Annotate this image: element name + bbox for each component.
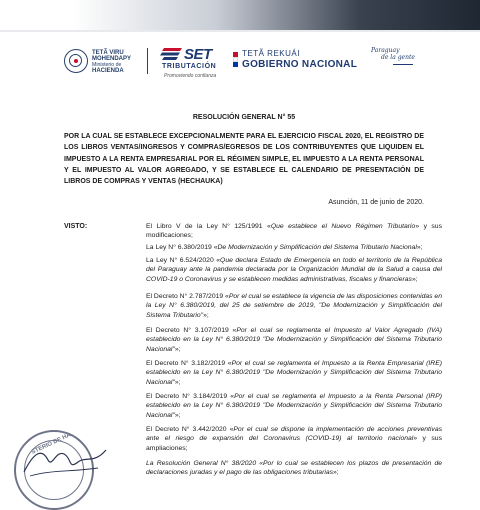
visto-paragraph: El Decreto N° 3.107/2019 «Por el cual se reglamenta el Impuesto al Valor Agregado (IVA) establecido en la Ley N° 6.380/2019 "De Modernización y Simplificación del Sistema Tributario Nacional"»;	[146, 327, 443, 353]
set-tagline: Promoviendo confianza	[164, 73, 217, 79]
visto-paragraph: La Ley N° 6.380/2019 «De Modernización y Simplificación del Sistema Tributario Nacional»;	[146, 244, 423, 251]
set-subtitle: TRIBUTACIÓN	[162, 63, 217, 70]
pgg-line1: Paraguay	[371, 47, 400, 54]
visto-paragraph: La Ley N° 6.524/2020 «Que declara Estado de Emergencia en todo el territorio de la República del Paraguay ante la pandemia declarada por la Organización Mundial de la Salud a causa del COVID-19 o Coronavirus y se establecen medidas administrativas, fiscales y financieras»;	[146, 257, 442, 283]
visto-paragraph: La Resolución General N° 38/2020 «Por lo cual se establecen los plazos de presentación de declaraciones juradas y el pago de las obligaciones tributarias»;	[146, 460, 442, 477]
set-logo	[152, 46, 222, 82]
header-banner	[0, 0, 480, 30]
visto-paragraph: El Decreto N° 2.787/2019 «Por el cual se establece la vigencia de las disposiciones contenidas en la Ley N° 6.380/2019, del 25 de setiembre de 2019, "De Modernización y Simplificación del Sistema Tributario"»;	[146, 293, 442, 319]
resolution-title: RESOLUCIÓN GENERAL N° 55	[192, 114, 296, 121]
stamp-text: STERIO DE HA	[30, 432, 72, 456]
visto-paragraph: El Decreto N° 3.442/2020 «Por el cual se dispone la implementación de acciones preventivas ante el riesgo de expansión del Coronavirus (COVID-19) al territorio nacional» y sus ampliaciones;	[146, 426, 442, 452]
visto-paragraph: El Decreto N° 3.184/2019 «Por el cual se reglamenta el Impuesto a la Renta Personal (IRP) establecido en la Ley N° 6.380/2019 "De Modernización y Simplificación del Sistema Tributario Nacional"»;	[146, 393, 442, 419]
flag-icon	[233, 52, 238, 66]
visto-label: VISTO:	[64, 223, 88, 230]
gobierno-line2: GOBIERNO NACIONAL	[242, 59, 358, 70]
visto-paragraph: El Decreto N° 3.182/2019 «Por el cual se reglamenta el Impuesto a la Renta Empresarial (IRE) establecido en la Ley N° 6.380/2019 "De Modernización y Simplificación del Sistema Tributario Nacional"»;	[146, 360, 442, 386]
paraguay-de-la-gente-logo	[371, 47, 417, 71]
visto-paragraph: El Libro V de la Ley N° 125/1991 «Que establece el Nuevo Régimen Tributario» y sus modificaciones;	[146, 223, 442, 240]
logo-line: TETÃ VIRU	[92, 50, 124, 56]
signature-icon	[20, 442, 110, 480]
logo-line: HACIENDA	[92, 68, 124, 74]
logo-bar	[0, 38, 480, 96]
set-mark-icon	[160, 48, 182, 60]
header-divider	[0, 30, 480, 32]
logo-line: MOHENDAPY	[92, 56, 132, 62]
ministerio-hacienda-logo	[92, 50, 152, 74]
logo-line: Ministerio de	[92, 62, 122, 68]
resolution-subject: POR LA CUAL SE ESTABLECE EXCEPCIONALMENTE PARA EL EJERCICIO FISCAL 2020, EL REGISTRO DE LOS LIBROS VENTAS/INGRESOS Y COMPRAS/EGRESOS DE LOS CONTRIBUYENTES QUE LIQUIDEN EL IMPUESTO A LA RENTA EMPRESARIAL POR EL RÉGIMEN SIMPLE, EL IMPUESTO A LA RENTA PERSONAL Y EL IMPUESTO AL VALOR AGREGADO, Y SE ESTABLECE EL CALENDARIO DE PRESENTACIÓN DE LIBROS DE COMPRAS Y VENTAS (HECHAUKA)	[64, 133, 424, 186]
gobierno-line1: TETÃ REKUÁI	[242, 49, 300, 58]
pgg-line2: de la gente	[381, 54, 415, 61]
resolution-date: Asunción, 11 de junio de 2020.	[328, 199, 424, 206]
set-title: SET	[184, 46, 212, 63]
logo-divider	[147, 48, 148, 74]
coat-of-arms-icon	[64, 49, 88, 73]
